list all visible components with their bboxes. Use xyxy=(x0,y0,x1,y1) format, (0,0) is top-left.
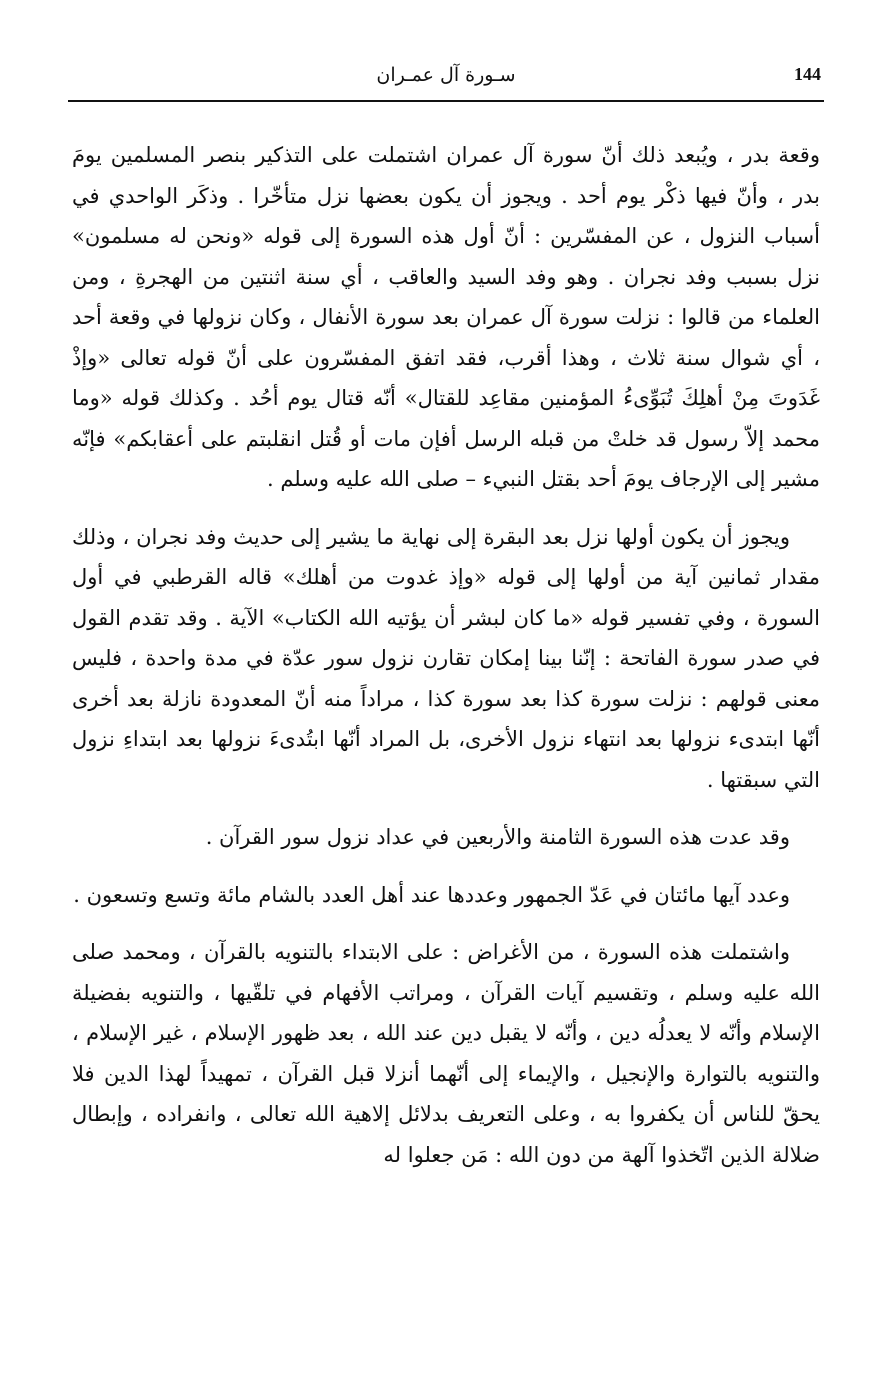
page-header xyxy=(70,58,822,98)
running-title: سـورة آل عمـران xyxy=(376,64,516,86)
paragraph: وقعة بدر ، ويُبعد ذلك أنّ سورة آل عمران اشتملت على التذكير بنصر المسلمين يومَ بدر ، وأنّ فيها ذكْر يوم أحد . ويجوز أن يكون بعضها نزل متأخّرا . وذكَر الواحدي في أسباب النزول ، عن المفسّرين : أنّ أول هذه السورة إلى قوله «ونحن له مسلمون» نزل بسبب وفد نجران . وهو وفد السيد والعاقب ، أي سنة اثنتين من الهجرةِ ، ومن العلماء من قالوا : نزلت سورة آل عمران بعد سورة الأنفال ، وكان نزولها في وقعة أحد ، أي شوال سنة ثلاث ، وهذا أقرب، فقد اتفق المفسّرون على أنّ قوله تعالى «وإذْ غَدَوتَ مِنْ أهلِكَ تُبَوِّىءُ المؤمنين مقاعِد للقتال» أنّه قتال يوم أحُد . وكذلك قوله «وما محمد إلاّ رسول قد خلتْ من قبله الرسل أفإن مات أو قُتل انقلبتم على أعقابكم» فإنّه مشير إلى الإرجاف يومَ أحد بقتل النبيء – صلى الله عليه وسلم . xyxy=(72,143,820,491)
page-number: 144 xyxy=(794,64,821,84)
page-body xyxy=(72,135,820,1192)
paragraph: وقد عدت هذه السورة الثامنة والأربعين في عداد نزول سور القرآن . xyxy=(205,825,790,849)
paragraph: واشتملت هذه السورة ، من الأغراض : على الابتداء بالتنويه بالقرآن ، ومحمد صلى الله عليه وسلم ، وتقسيم آيات القرآن ، ومراتب الأفهام في تلقّيها ، والتنويه بفضيلة الإسلام وأنّه لا يعدلُه دين ، وأنّه لا يقبل دين عند الله ، بعد ظهور الإسلام ، غير الإسلام ، والتنويه بالتوارة والإنجيل ، والإيماء إلى أنّهما أنزلا قبل القرآن ، تمهيداً لهذا الدين فلا يحقّ للناس أن يكفروا به ، وعلى التعريف بدلائل إلاهية الله تعالى ، وانفراده ، وإبطال ضلالة الذين اتّخذوا آلهة من دون الله : مَن جعلوا له xyxy=(72,940,820,1167)
paragraph: ويجوز أن يكون أولها نزل بعد البقرة إلى نهاية ما يشير إلى حديث وفد نجران ، وذلك مقدار ثمانين آية من أولها إلى قوله «وإذ غدوت من أهلك» قاله القرطبي في أول السورة ، وفي تفسير قوله «ما كان لبشر أن يؤتيه الله الكتاب» الآية . وقد تقدم القول في صدر سورة الفاتحة : إنّنا بينا إمكان تقارن نزول سور عدّة في مدة واحدة ، فليس معنى قولهم : نزلت سورة كذا بعد سورة كذا ، مراداً منه أنّ المعدودة نازلة بعد أخرى أنّها ابتدىء نزولها بعد انتهاء نزول الأخرى، بل المراد أنّها ابتُدىءَ نزولها بعد ابتداءِ نزول التي سبقتها . xyxy=(72,524,820,792)
header-rule xyxy=(68,100,824,102)
paragraph: وعدد آيها مائتان في عَدّ الجمهور وعددها عند أهل العدد بالشام مائة وتسع وتسعون . xyxy=(73,882,790,907)
